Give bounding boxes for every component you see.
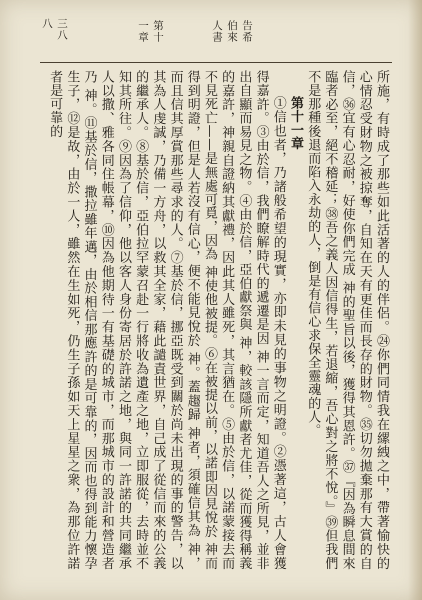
chapter-heading: 第十一章: [287, 96, 303, 151]
page-number: 三八八: [41, 18, 68, 41]
body-text: [38, 70, 390, 570]
running-chapter-label: 第十一章: [137, 20, 164, 43]
running-book-title: 告希伯來人書: [211, 20, 253, 43]
running-header: [40, 18, 392, 48]
header-rule: [40, 62, 392, 63]
paragraph: ①信也者，乃諸般希望的現實，亦即未見的事物之明證。②憑著這，古人會獲得嘉許。③由於信，我們瞭解時代的遞遷是因 神一言而定，知道吾人之所見，並非出自顯而易見之物。④由於信，亞伯獻祭與 神，較該隱所獻者尤佳，從而獲得稱義的嘉許，神親自證納其獻禮，因此其人雖死，其言猶在。⑤由於信，以諾蒙接去而不見死亡——是無處可覓，因為 神使他被提。⑥在被提以前，以諾即因見悅於 神而得到明證，但是人若沒有信心，便不能見悅於 神。蓋趨歸 神者，須確信其為 神，而且信其厚賞那些尋求的人。⑦基於信，挪亞既受到關於尚未出現的事的警告，以其為人虔誠，乃備一方舟，以救其全家，藉此譴責世界，自己成了從信而來的公義的繼承人。⑧基於信，亞伯拉罕蒙召赴一行將收為遺產之地，立即服從，去時並不知其所往。⑨因為了信仰，他以客人身份寄居於許諾之地，與同一許諾的共同繼承人以撒、雅各同住帳幕，⑩因為他期待一有基礎的城市，而那城市的設計和營造者乃 神。⑪基於信，撒拉雖年邁，由於相信那應許的是可靠的，因而也得到能力懷孕生子，⑫是故，由於一人，雖然在生如死，仍生子孫如天上星星之衆，為那位許諾者是可靠的: [47, 70, 286, 570]
paragraph: 所施，有時成了那些如此活著的人的伴侶。㉔你們同情我在縲絏之中，帶著愉快的心情忍受財物之被掠奪，自知在天有更佳而長存的財物。㉟切勿拋棄那有大賞的自信，㊱宜有心忍耐，好使你們完成 神的聖旨以後，獲得其恩許。㊲『因為瞬息間來臨者必至，絕不稽延；㊳吾之義人因信得生，若退縮，吾心對之將不悅。』㊴但我們不是那種後退而陷入永劫的人，倒是有信心求保全靈魂的人。: [305, 70, 389, 570]
